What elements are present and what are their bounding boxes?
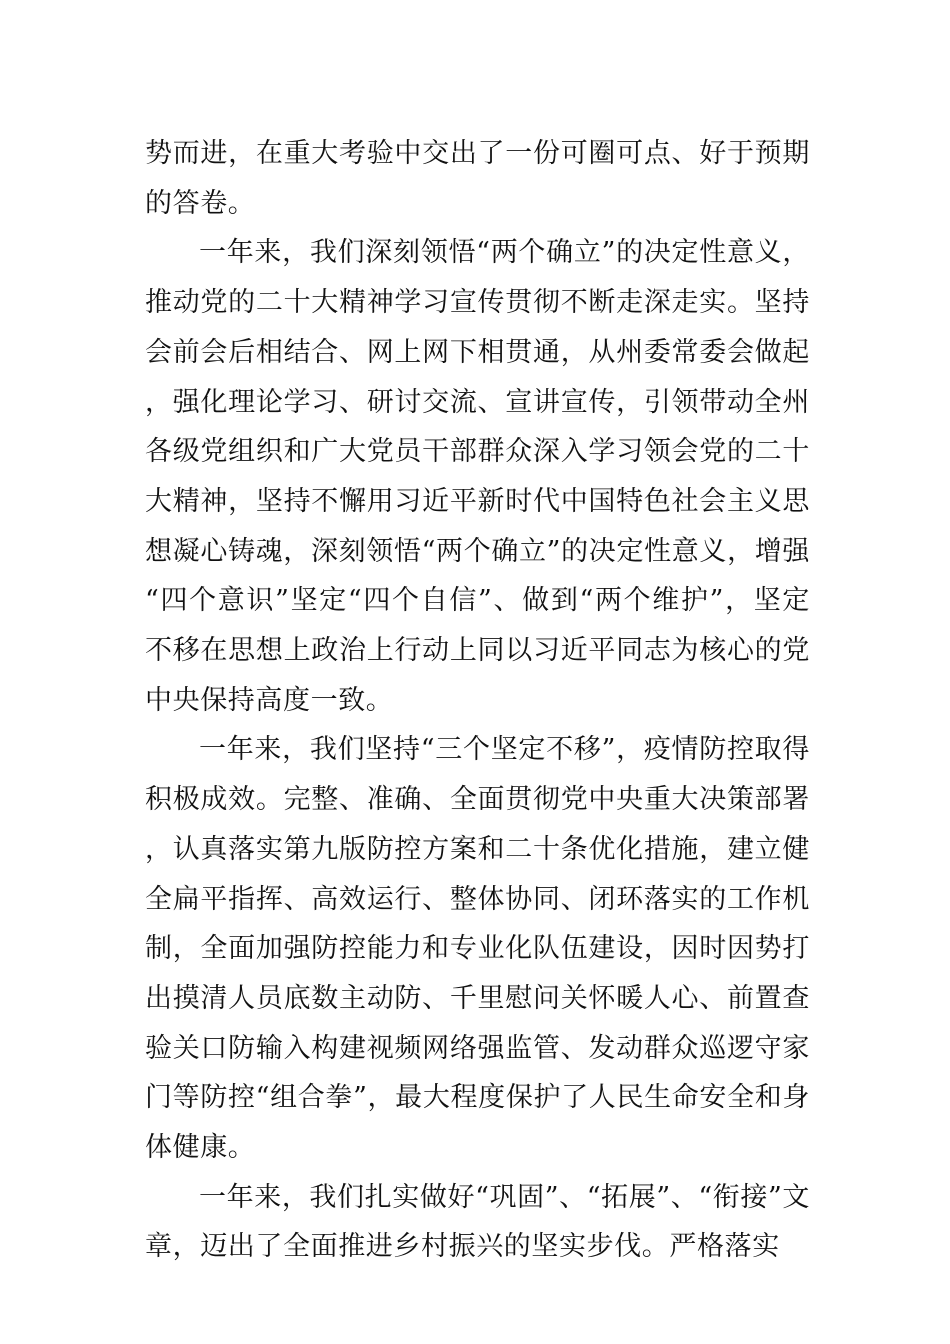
paragraph-two-establishments: 一年来，我们深刻领悟“两个确立”的决定性意义，推动党的二十大精神学习宣传贯彻不断走深走实。坚持会前会后相结合、网上网下相贯通，从州委常委会做起，强化理论学习、研讨交流、宣讲宣传，引领带动全州各级党组织和广大党员干部群众深入学习领会党的二十大精神，坚持不懈用习近平新时代中国特色社会主义思想凝心铸魂，深刻领悟“两个确立”的决定性意义，增强“四个意识”坚定“四个自信”、做到“两个维护”，坚定不移在思想上政治上行动上同以习近平同志为核心的党中央保持高度一致。 (145, 237, 810, 716)
document-body (145, 129, 810, 1272)
paragraph-rural-revitalization: 一年来，我们扎实做好“巩固”、“拓展”、“衔接”文章，迈出了全面推进乡村振兴的坚实步伐。严格落实 (145, 1181, 810, 1263)
paragraph-continuation: 势而进，在重大考验中交出了一份可圈可点、好于预期的答卷。 (145, 138, 810, 219)
paragraph-epidemic-control: 一年来，我们坚持“三个坚定不移”，疫情防控取得积极成效。完整、准确、全面贯彻党中央重大决策部署，认真落实第九版防控方案和二十条优化措施，建立健全扁平指挥、高效运行、整体协同、闭环落实的工作机制，全面加强防控能力和专业化队伍建设，因时因势打出摸清人员底数主动防、千里慰问关怀暖人心、前置查验关口防输入构建视频网络强监管、发动群众巡逻守家门等防控“组合拳”，最大程度保护了人民生命安全和身体健康。 (145, 734, 810, 1164)
